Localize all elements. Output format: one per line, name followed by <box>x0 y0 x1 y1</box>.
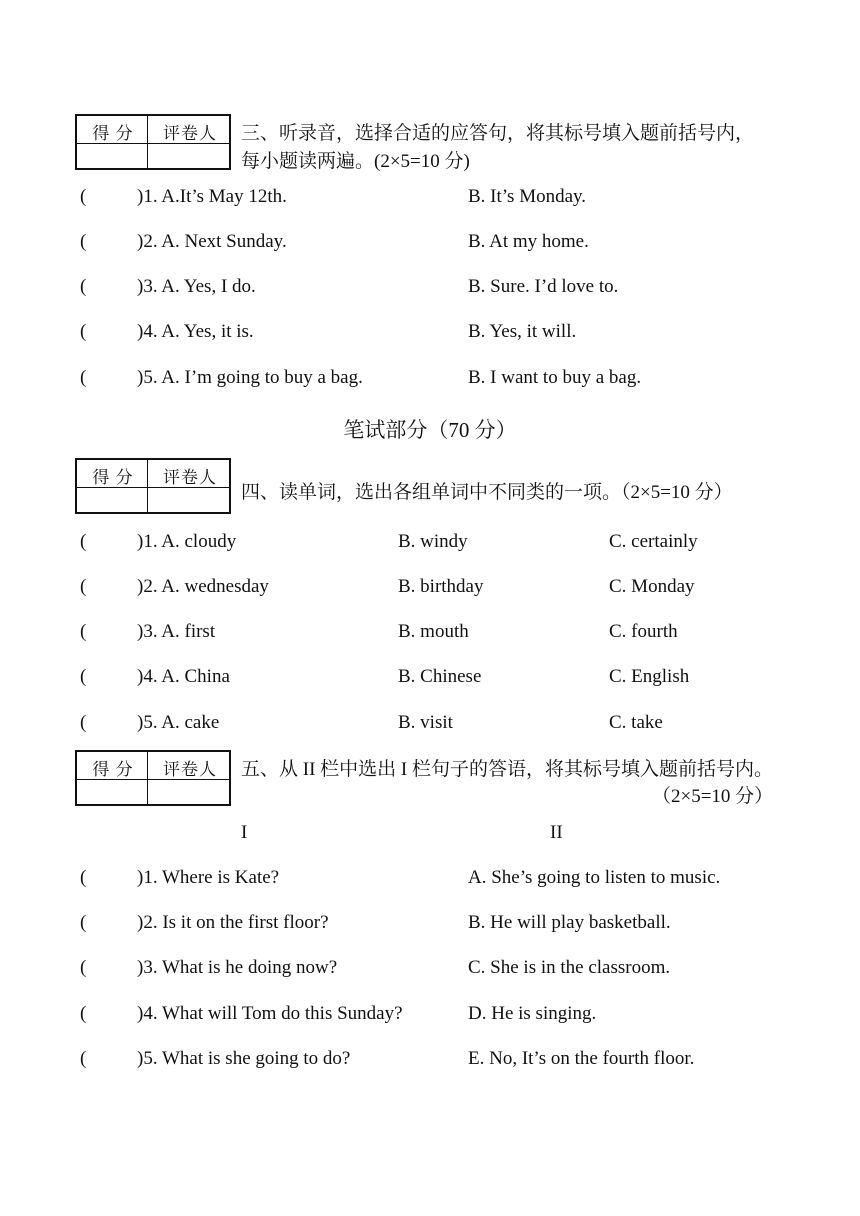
answer-option: A. She’s going to listen to music. <box>468 867 721 888</box>
answer-paren[interactable]: ( <box>80 621 87 642</box>
answer-paren[interactable]: ( <box>80 276 87 297</box>
answer-paren[interactable]: ( <box>80 1048 87 1069</box>
answer-paren[interactable]: ( <box>80 576 87 597</box>
question: )2. A. Next Sunday. <box>137 231 287 252</box>
section-5-subtitle: （2×5=10 分） <box>652 786 774 807</box>
answer-option: C. She is in the classroom. <box>468 957 671 978</box>
option-b: B. I want to buy a bag. <box>468 367 642 388</box>
answer-option: D. He is singing. <box>468 1003 597 1024</box>
question: )1. A.It’s May 12th. <box>137 186 287 207</box>
score-label: 得 分 <box>92 124 134 143</box>
grader-label: 评卷人 <box>163 468 217 487</box>
column-ii-header: II <box>550 822 563 843</box>
score-box <box>75 750 231 806</box>
section-3-subtitle: 每小题读两遍。(2×5=10 分) <box>241 151 470 172</box>
question: )3. A. first <box>137 621 216 642</box>
option-b: B. mouth <box>398 621 469 642</box>
answer-paren[interactable]: ( <box>80 531 87 552</box>
question: )5. What is she going to do? <box>137 1048 351 1069</box>
answer-paren[interactable]: ( <box>80 912 87 933</box>
answer-paren[interactable]: ( <box>80 1003 87 1024</box>
option-b: B. Sure. I’d love to. <box>468 276 619 297</box>
answer-paren[interactable]: ( <box>80 186 87 207</box>
question: )1. Where is Kate? <box>137 867 280 888</box>
section-5-title: 五、从 II 栏中选出 I 栏句子的答语，将其标号填入题前括号内。 <box>241 759 773 780</box>
column-i-header: I <box>241 822 248 843</box>
question: )2. Is it on the first floor? <box>137 912 329 933</box>
question: )5. A. I’m going to buy a bag. <box>137 367 363 388</box>
written-part-heading: 笔试部分（70 分） <box>343 418 517 442</box>
question: )1. A. cloudy <box>137 531 237 552</box>
answer-option: B. He will play basketball. <box>468 912 671 933</box>
answer-paren[interactable]: ( <box>80 712 87 733</box>
answer-paren[interactable]: ( <box>80 231 87 252</box>
option-b: B. Yes, it will. <box>468 321 577 342</box>
grader-label: 评卷人 <box>163 760 217 779</box>
option-c: C. take <box>609 712 663 733</box>
option-c: C. English <box>609 666 690 687</box>
option-b: B. visit <box>398 712 453 733</box>
grader-label: 评卷人 <box>163 124 217 143</box>
section-3-title: 三、听录音，选择合适的应答句，将其标号填入题前括号内， <box>241 123 755 144</box>
question: )4. A. China <box>137 666 230 687</box>
question: )4. What will Tom do this Sunday? <box>137 1003 403 1024</box>
section-4-title: 四、读单词，选出各组单词中不同类的一项。（2×5=10 分） <box>241 482 733 503</box>
question: )2. A. wednesday <box>137 576 269 597</box>
score-label: 得 分 <box>92 760 134 779</box>
option-b: B. windy <box>398 531 468 552</box>
option-b: B. Chinese <box>398 666 482 687</box>
answer-paren[interactable]: ( <box>80 867 87 888</box>
score-label: 得 分 <box>92 468 134 487</box>
answer-paren[interactable]: ( <box>80 666 87 687</box>
option-b: B. It’s Monday. <box>468 186 587 207</box>
answer-paren[interactable]: ( <box>80 321 87 342</box>
answer-paren[interactable]: ( <box>80 367 87 388</box>
question: )3. What is he doing now? <box>137 957 338 978</box>
answer-paren[interactable]: ( <box>80 957 87 978</box>
answer-option: E. No, It’s on the fourth floor. <box>468 1048 695 1069</box>
option-b: B. At my home. <box>468 231 589 252</box>
option-b: B. birthday <box>398 576 484 597</box>
option-c: C. Monday <box>609 576 695 597</box>
option-c: C. certainly <box>609 531 698 552</box>
score-box <box>75 458 231 514</box>
question: )3. A. Yes, I do. <box>137 276 256 297</box>
score-box <box>75 114 231 170</box>
question: )5. A. cake <box>137 712 220 733</box>
option-c: C. fourth <box>609 621 678 642</box>
question: )4. A. Yes, it is. <box>137 321 254 342</box>
